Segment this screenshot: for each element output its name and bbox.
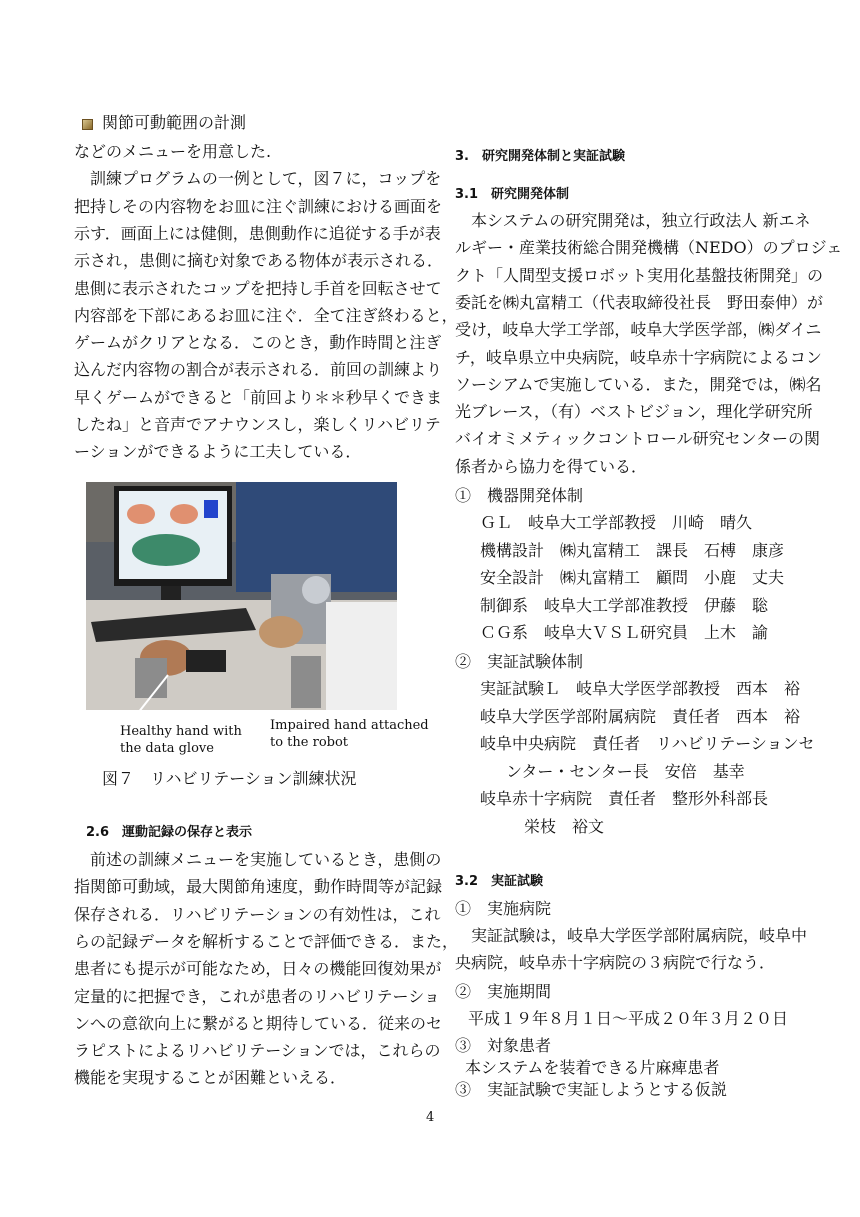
rehab-training-photo: [86, 482, 397, 710]
list-item: 安全設計 ㈱丸富精工 顧問 小鹿 丈夫: [480, 568, 785, 587]
list-item: ＣＧ系 岐阜大ＶＳＬ研究員 上木 諭: [480, 623, 769, 642]
text-line: 光ブレース，（有）ベストビジョン，理化学研究所: [455, 402, 813, 422]
label-impaired-hand-1: Impaired hand attached: [270, 718, 429, 733]
text-line: 委託を㈱丸富精工（代表取締役社長 野田泰伸）が: [455, 292, 824, 312]
s32-item1: ① 実施病院: [455, 899, 552, 918]
text-line: 把持しその内容物をお皿に注ぐ訓練における画面を: [74, 196, 443, 216]
list-item: ＧＬ 岐阜大工学部教授 川崎 晴久: [480, 513, 753, 532]
label-impaired-hand-2: to the robot: [270, 735, 349, 750]
section-3-1-heading: 3.1 研究開発体制: [455, 187, 570, 202]
text-line: したね」と音声でアナウンスし，楽しくリハビリテ: [74, 415, 441, 434]
list-item: ンター・センター長 安倍 基幸: [506, 761, 745, 781]
list-item: 機構設計 ㈱丸富精工 課長 石榑 康彦: [480, 540, 785, 560]
s32-item3: ③ 対象患者: [455, 1036, 552, 1055]
text-line: 実証試験は，岐阜大学医学部附属病院，岐阜中: [455, 926, 808, 945]
s32-item4: ③ 実証試験で実証しようとする仮説: [455, 1080, 728, 1099]
bullet-icon: [82, 119, 93, 130]
list-item: 岐阜中央病院 責任者 リハビリテーションセ: [480, 734, 815, 753]
text-line: ラピストによるリハビリテーションでは，これらの: [74, 1041, 441, 1061]
list2-title: ② 実証試験体制: [455, 652, 584, 671]
text-line: 内容部を下部にあるお皿に注ぐ．全て注ぎ終わると，: [74, 305, 458, 325]
text-line: 示す．画面上には健側，患側動作に追従する手が表: [74, 223, 441, 243]
text-line: ルギー・産業技術総合開発機構（NEDO）のプロジェ: [455, 238, 843, 258]
list-item: 岐阜大学医学部附属病院 責任者 西本 裕: [480, 706, 801, 726]
section-2-6-heading: 2.6 運動記録の保存と表示: [86, 825, 253, 840]
text-line: 患者にも提示が可能なため，日々の機能回復効果が: [74, 959, 442, 979]
text-line: らの記録データを解析することで評価できる．また，: [74, 931, 459, 951]
text-line: などのメニューを用意した.: [74, 142, 272, 161]
text-line: ーションができるように工夫している．: [74, 442, 362, 462]
text-line: 込んだ内容物の割合が表示される．前回の訓練より: [74, 360, 443, 380]
s32-item2: ② 実施期間: [455, 982, 552, 1001]
text-line: クト「人間型支援ロボット実用化基盤技術開発」の: [455, 265, 824, 285]
section-3-2-heading: 3.2 実証試験: [455, 874, 544, 889]
s32-item3-text: 本システムを装着できる片麻痺患者: [465, 1058, 720, 1077]
text-line: ンへの意欲向上に繋がると期待している．従来のセ: [74, 1013, 443, 1033]
text-line: チ，岐阜県立中央病院，岐阜赤十字病院によるコン: [455, 347, 822, 367]
bullet-item: 関節可動範囲の計測: [102, 113, 247, 132]
list-item: 栄枝 裕文: [524, 816, 605, 836]
text-line: 示され，患側に摘む対象である物体が表示される．: [74, 251, 443, 271]
text-line: ゲームがクリアとなる．このとき，動作時間と注ぎ: [74, 333, 442, 353]
text-line: 訓練プログラムの一例として，図７に，コップを: [74, 169, 442, 189]
text-line: ソーシアムで実施している．また，開発では，㈱名: [455, 374, 822, 394]
label-healthy-hand-2: the data glove: [120, 741, 214, 756]
text-line: 前述の訓練メニューを実施しているとき，患側の: [74, 850, 442, 869]
text-line: 係者から協力を得ている．: [455, 456, 648, 476]
figure-7-photo: [86, 482, 397, 710]
page-number: 4: [426, 1110, 435, 1125]
label-healthy-hand-1: Healthy hand with: [120, 724, 242, 739]
text-line: 機能を実現することが困難といえる．: [74, 1068, 347, 1088]
list-item: 実証試験Ｌ 岐阜大学医学部教授 西本 裕: [480, 679, 801, 698]
figure-caption: 図７ リハビリテーション訓練状況: [102, 769, 357, 788]
text-line: 定量的に把握でき，これが患者のリハビリテーショ: [74, 986, 440, 1006]
text-line: 央病院，岐阜赤十字病院の３病院で行なう．: [455, 953, 776, 973]
text-line: 保存される．リハビリテーションの有効性は，これ: [74, 904, 441, 924]
text-line: バイオミメティックコントロール研究センターの関: [455, 429, 820, 449]
list1-title: ① 機器開発体制: [455, 486, 584, 505]
text-line: 受け，岐阜大学工学部，岐阜大学医学部，㈱ダイニ: [455, 320, 822, 340]
s32-item2-text: 平成１９年８月１日～平成２０年３月２０日: [468, 1009, 789, 1028]
list-item: 岐阜赤十字病院 責任者 整形外科部長: [480, 789, 769, 808]
text-line: 早くゲームができると「前回より＊＊秒早くできま: [74, 387, 443, 407]
text-line: 患側に表示されたコップを把持し手首を回転させて: [74, 278, 442, 298]
text-line: 本システムの研究開発は，独立行政法人 新エネ: [455, 211, 811, 230]
section-3-heading: 3. 研究開発体制と実証試験: [455, 149, 625, 164]
list-item: 制御系 岐阜大工学部准教授 伊藤 聡: [480, 595, 769, 615]
text-line: 指関節可動域，最大関節角速度，動作時間等が記録: [74, 877, 443, 897]
